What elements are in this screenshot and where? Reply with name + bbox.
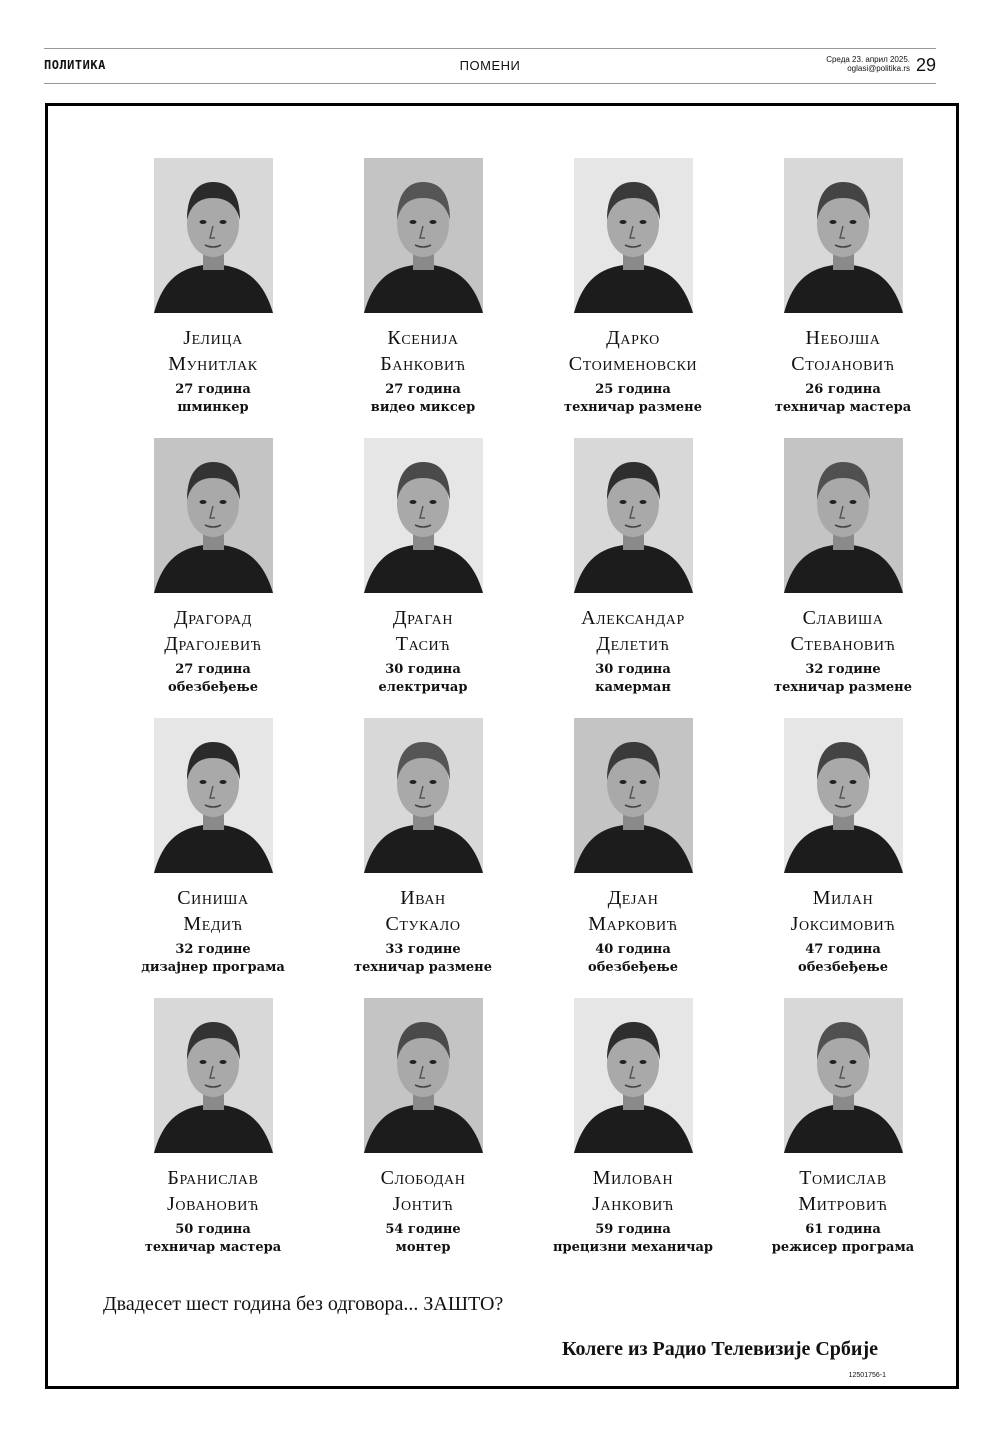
person-card bbox=[738, 998, 948, 1278]
person-job: шминкер bbox=[177, 400, 249, 415]
page-header bbox=[44, 48, 936, 84]
last-name: Марковић bbox=[588, 913, 678, 935]
last-name: Драгојевић bbox=[164, 633, 262, 655]
person-job: камерман bbox=[595, 680, 671, 695]
person-name bbox=[318, 325, 528, 377]
last-name: Банковић bbox=[380, 353, 466, 375]
person-name bbox=[108, 325, 318, 377]
person-name bbox=[108, 1165, 318, 1217]
person-job: електричар bbox=[378, 680, 468, 695]
person-card bbox=[108, 718, 318, 998]
portrait-photo bbox=[364, 438, 483, 593]
person-name bbox=[318, 605, 528, 657]
person-card bbox=[318, 718, 528, 998]
first-name: Синиша bbox=[177, 887, 249, 909]
person-name bbox=[108, 605, 318, 657]
last-name: Стојановић bbox=[791, 353, 895, 375]
first-name: Дејан bbox=[607, 887, 659, 909]
person-age: 33 године bbox=[385, 942, 461, 957]
person-job: дизајнер програма bbox=[141, 960, 285, 975]
last-name: Јонтић bbox=[392, 1193, 454, 1215]
person-card bbox=[318, 438, 528, 718]
person-card bbox=[528, 438, 738, 718]
header-email: oglasi@politika.rs bbox=[847, 64, 910, 73]
person-age: 26 година bbox=[805, 382, 881, 397]
person-age: 30 година bbox=[595, 662, 671, 677]
person-job: обезбеђење bbox=[168, 680, 258, 695]
person-card bbox=[108, 438, 318, 718]
last-name: Стевановић bbox=[790, 633, 896, 655]
question-text: Двадесет шест година без одговора... ЗАШТО? bbox=[103, 1293, 504, 1315]
person-job: техничар мастера bbox=[774, 400, 912, 415]
person-job: техничар размене bbox=[774, 680, 912, 695]
person-age: 27 година bbox=[385, 382, 461, 397]
person-age: 47 година bbox=[805, 942, 881, 957]
portrait-photo bbox=[784, 998, 903, 1153]
first-name: Ксенија bbox=[387, 327, 459, 349]
first-name: Иван bbox=[400, 887, 446, 909]
person-card bbox=[108, 158, 318, 438]
person-job: обезбеђење bbox=[588, 960, 678, 975]
first-name: Дарко bbox=[606, 327, 660, 349]
portrait-photo bbox=[574, 718, 693, 873]
portrait-photo bbox=[154, 158, 273, 313]
person-job: режисер програма bbox=[771, 1240, 915, 1255]
person-card bbox=[738, 718, 948, 998]
last-name: Јоксимовић bbox=[790, 913, 896, 935]
last-name: Тасић bbox=[395, 633, 451, 655]
newspaper-logo: ПОЛИТИКА bbox=[44, 58, 106, 72]
portrait-photo bbox=[364, 158, 483, 313]
person-age: 27 година bbox=[175, 662, 251, 677]
person-card bbox=[528, 998, 738, 1278]
portrait-photo bbox=[574, 998, 693, 1153]
person-job: техничар размене bbox=[564, 400, 702, 415]
section-title: ПОМЕНИ bbox=[459, 58, 521, 73]
person-name bbox=[318, 885, 528, 937]
person-name bbox=[318, 1165, 528, 1217]
portrait-photo bbox=[154, 998, 273, 1153]
person-job: техничар мастера bbox=[144, 1240, 282, 1255]
last-name: Делетић bbox=[596, 633, 670, 655]
person-name bbox=[738, 1165, 948, 1217]
last-name: Стукало bbox=[385, 913, 461, 935]
first-name: Драгорад bbox=[173, 607, 253, 629]
last-name: Митровић bbox=[798, 1193, 888, 1215]
person-card bbox=[528, 718, 738, 998]
person-name bbox=[528, 1165, 738, 1217]
first-name: Јелица bbox=[183, 327, 243, 349]
first-name: Драган bbox=[392, 607, 454, 629]
portrait-photo bbox=[154, 718, 273, 873]
page-number: 29 bbox=[915, 55, 936, 75]
person-name bbox=[738, 605, 948, 657]
portrait-grid bbox=[108, 158, 948, 1278]
signature: Колеге из Радио Телевизије Србије bbox=[561, 1338, 878, 1360]
person-job: прецизни механичар bbox=[552, 1240, 714, 1255]
person-age: 27 година bbox=[175, 382, 251, 397]
first-name: Милан bbox=[812, 887, 874, 909]
person-age: 30 година bbox=[385, 662, 461, 677]
person-job: монтер bbox=[395, 1240, 451, 1255]
portrait-photo bbox=[364, 998, 483, 1153]
memorial-ad-frame bbox=[45, 103, 959, 1389]
person-card bbox=[318, 998, 528, 1278]
person-name bbox=[738, 885, 948, 937]
person-age: 54 године bbox=[385, 1222, 461, 1237]
first-name: Небојша bbox=[805, 327, 881, 349]
person-name bbox=[528, 605, 738, 657]
portrait-photo bbox=[364, 718, 483, 873]
person-age: 32 године bbox=[175, 942, 251, 957]
person-age: 25 година bbox=[595, 382, 671, 397]
last-name: Јовановић bbox=[167, 1193, 259, 1215]
portrait-photo bbox=[154, 438, 273, 593]
person-card bbox=[738, 438, 948, 718]
last-name: Медић bbox=[183, 913, 243, 935]
last-name: Јанковић bbox=[592, 1193, 674, 1215]
first-name: Бранислав bbox=[167, 1167, 259, 1189]
person-name bbox=[108, 885, 318, 937]
person-name bbox=[528, 325, 738, 377]
portrait-photo bbox=[574, 158, 693, 313]
ad-code: 12501756-1 bbox=[848, 1372, 886, 1379]
person-age: 61 година bbox=[805, 1222, 881, 1237]
portrait-photo bbox=[784, 438, 903, 593]
first-name: Милован bbox=[592, 1167, 674, 1189]
person-job: видео миксер bbox=[370, 400, 476, 415]
person-age: 50 година bbox=[175, 1222, 251, 1237]
first-name: Слободан bbox=[380, 1167, 466, 1189]
person-age: 40 година bbox=[595, 942, 671, 957]
portrait-photo bbox=[784, 158, 903, 313]
person-card bbox=[318, 158, 528, 438]
last-name: Стоименовски bbox=[568, 353, 698, 375]
person-card bbox=[108, 998, 318, 1278]
header-date: Среда 23. април 2025. bbox=[826, 55, 910, 64]
person-age: 32 године bbox=[805, 662, 881, 677]
first-name: Славиша bbox=[802, 607, 884, 629]
last-name: Мунитлак bbox=[168, 353, 258, 375]
first-name: Томислав bbox=[799, 1167, 887, 1189]
person-card bbox=[738, 158, 948, 438]
header-date-block bbox=[826, 55, 910, 73]
person-job: техничар размене bbox=[354, 960, 492, 975]
person-name bbox=[738, 325, 948, 377]
person-name bbox=[528, 885, 738, 937]
portrait-photo bbox=[574, 438, 693, 593]
person-card bbox=[528, 158, 738, 438]
portrait-photo bbox=[784, 718, 903, 873]
first-name: Александар bbox=[581, 607, 685, 629]
person-age: 59 година bbox=[595, 1222, 671, 1237]
person-job: обезбеђење bbox=[798, 960, 888, 975]
